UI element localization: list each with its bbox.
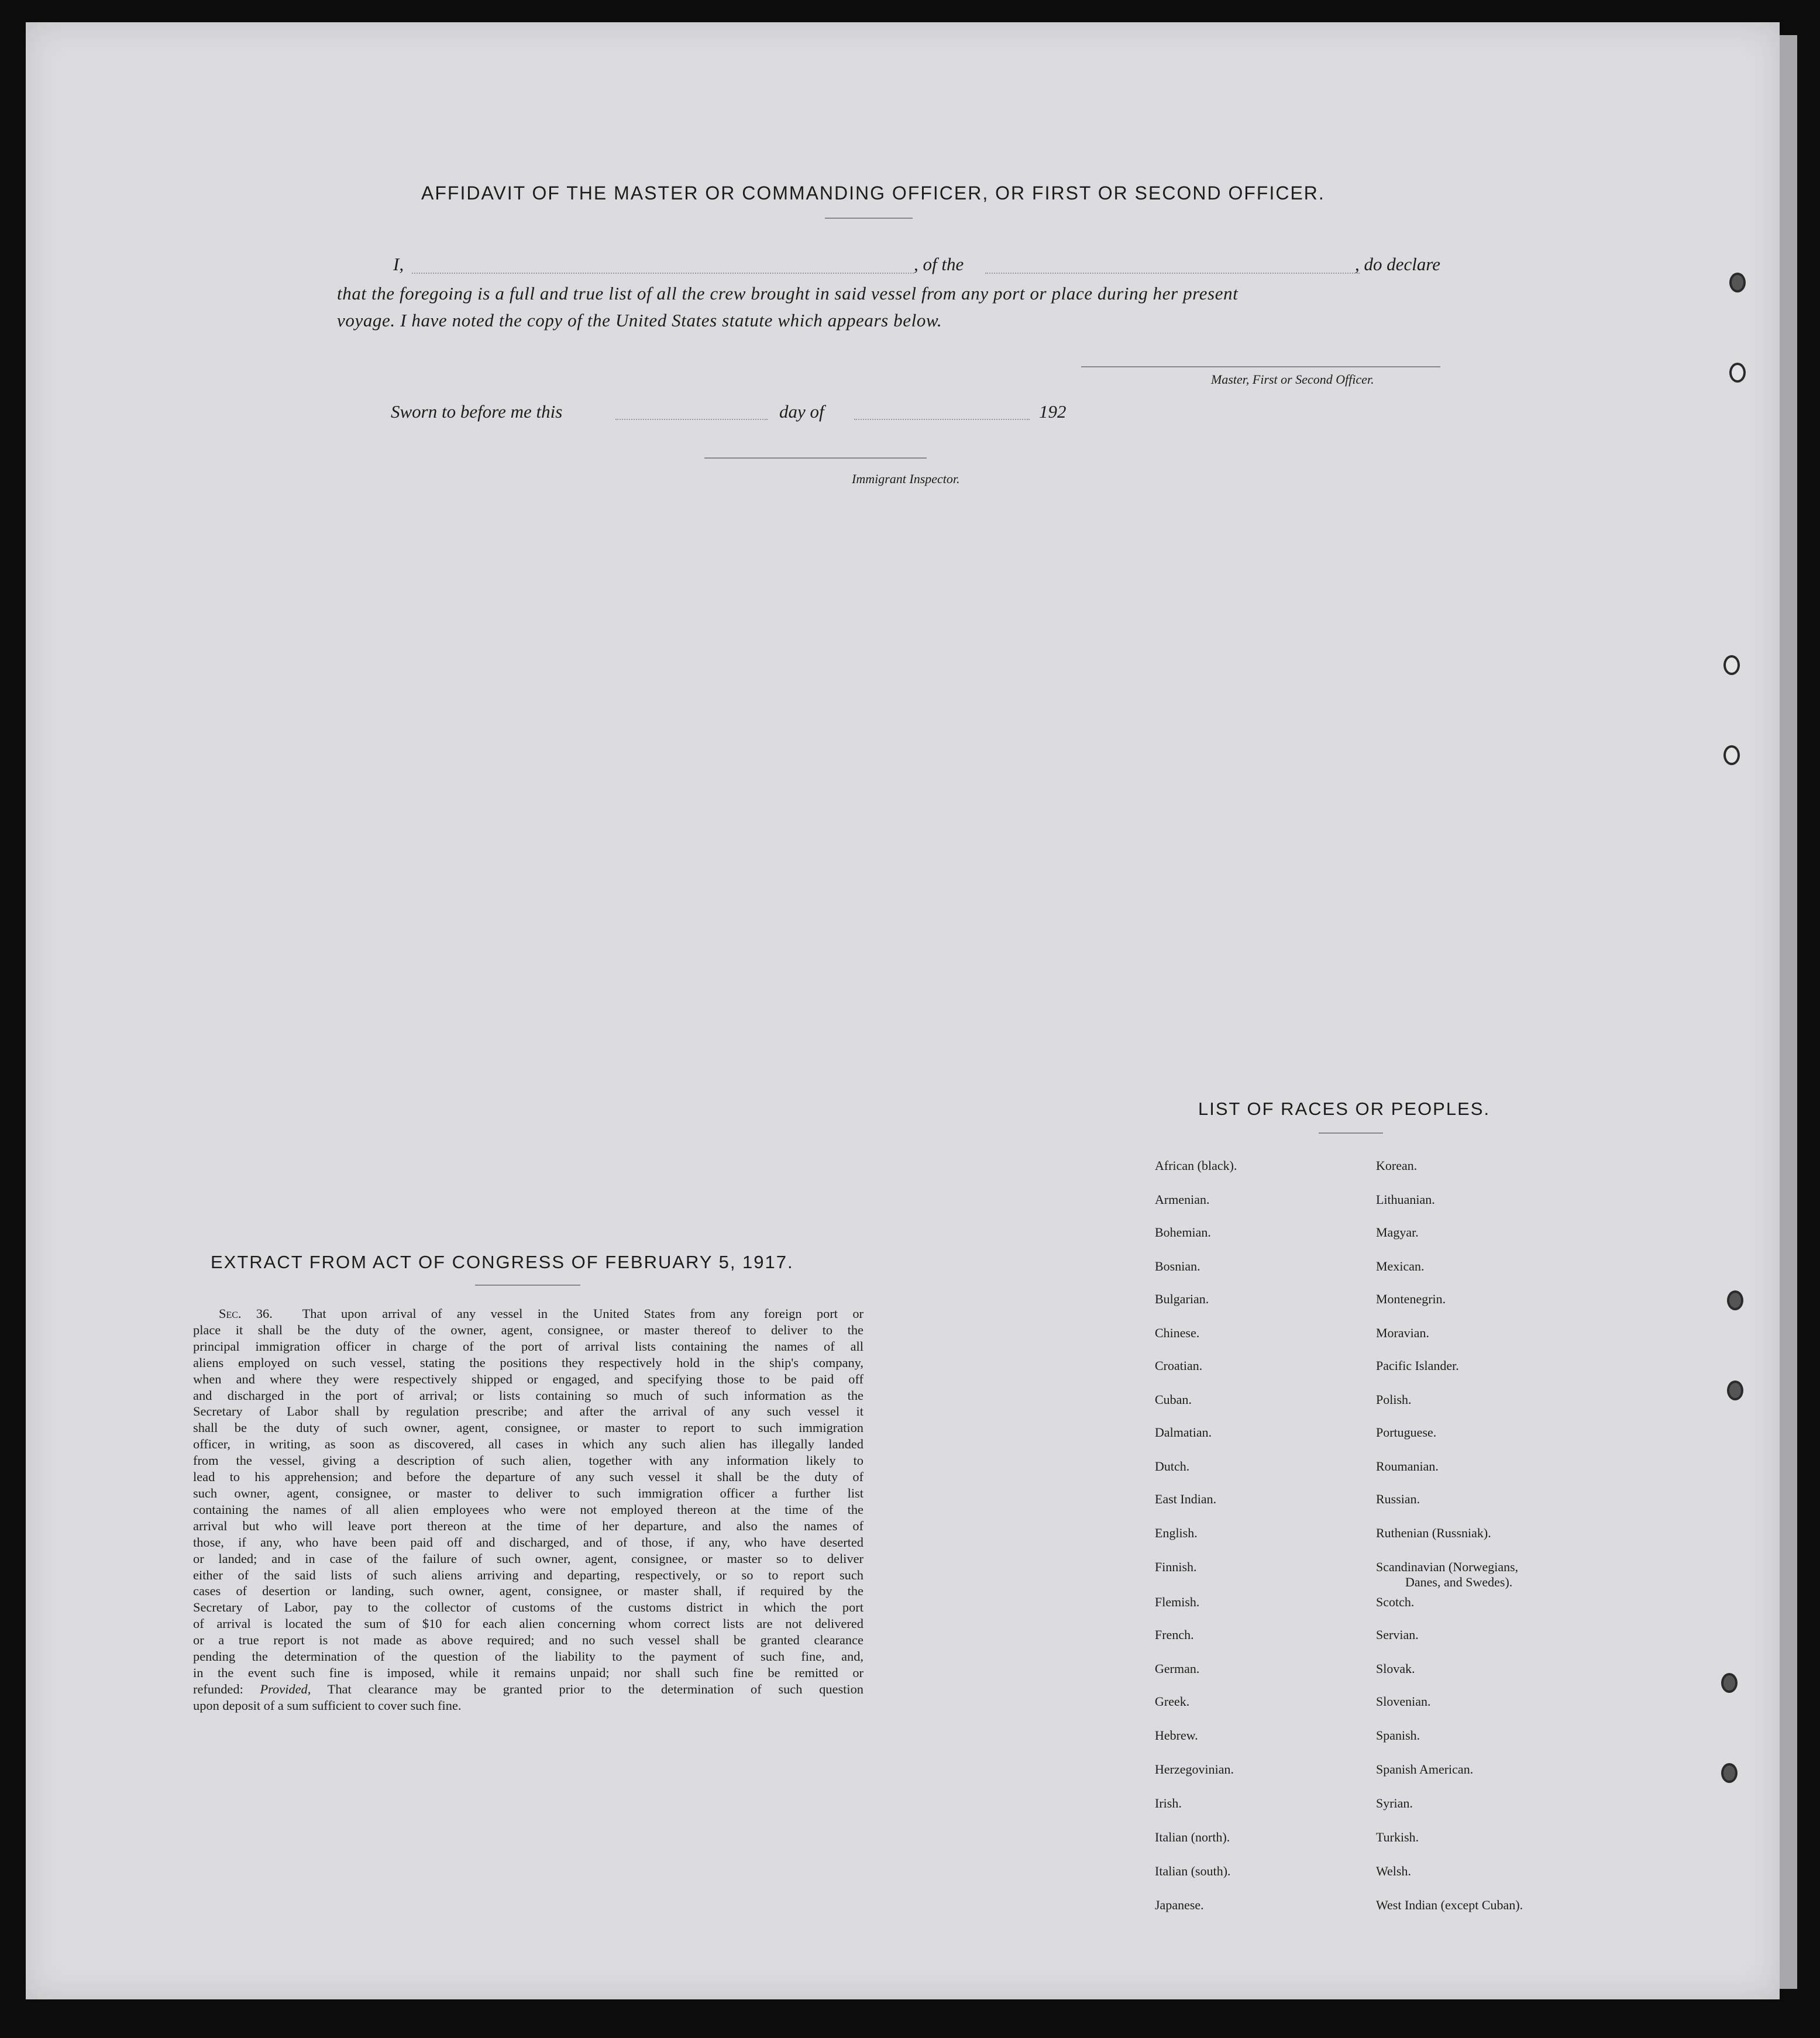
race-label: Ruthenian (Russniak). xyxy=(1376,1526,1491,1540)
binder-hole xyxy=(1721,1673,1738,1693)
extract-line: or landed; and in case of the failure of such owner, agent, consignee, or master so to deliver xyxy=(193,1551,863,1566)
race-item: Italian (south). xyxy=(1155,1864,1231,1878)
extract-line: when and where they were respectively shipped or engaged, and specifying those to be paid off xyxy=(193,1371,863,1386)
sworn-label: Sworn to before me this xyxy=(391,401,563,422)
race-item xyxy=(1376,1259,1424,1274)
race-label: Montenegrin. xyxy=(1376,1292,1446,1306)
extract-line: place it shall be the duty of the owner, agent, consignee, or master thereof to deliver to the xyxy=(193,1322,863,1337)
affidavit-statement-line: that the foregoing is a full and true list of all the crew brought in said vessel from any port or place during her present xyxy=(337,283,1238,304)
races-title: LIST OF RACES OR PEOPLES. xyxy=(1198,1099,1491,1119)
binder-hole xyxy=(1723,655,1740,675)
extract-line: containing the names of all alien employees who were not employed thereon at the time of the xyxy=(193,1502,863,1517)
race-label: Magyar. xyxy=(1376,1225,1419,1240)
binder-hole xyxy=(1727,1381,1743,1400)
extract-line: lead to his apprehension; and before the departure of any such vessel it shall be the duty of xyxy=(193,1469,863,1485)
race-label: Scandinavian (Norwegians, xyxy=(1376,1560,1519,1574)
race-item: Chinese. xyxy=(1155,1326,1200,1340)
race-item xyxy=(1376,1192,1435,1207)
binder-hole xyxy=(1727,1290,1743,1310)
inspector-signature-line[interactable] xyxy=(704,457,927,459)
sworn-day-blank[interactable] xyxy=(615,419,768,420)
race-label: Scotch. xyxy=(1376,1595,1415,1609)
race-label: West Indian (except Cuban). xyxy=(1376,1898,1523,1912)
race-item xyxy=(1376,1225,1419,1240)
race-label: Syrian. xyxy=(1376,1796,1413,1810)
race-label: Turkish. xyxy=(1376,1830,1419,1844)
provided-word: Provided, xyxy=(260,1681,311,1696)
extract-line: from the vessel, giving a description of such alien, together with any information likely to xyxy=(193,1453,863,1468)
race-label: Russian. xyxy=(1376,1492,1420,1506)
extract-line: such owner, agent, consignee, or master to deliver to such immigration officer a further list xyxy=(193,1485,863,1500)
race-item: Italian (north). xyxy=(1155,1830,1230,1844)
races-title-rule xyxy=(1319,1132,1383,1134)
race-item xyxy=(1376,1326,1429,1341)
race-item xyxy=(1376,1425,1436,1440)
race-item: Bulgarian. xyxy=(1155,1292,1209,1306)
race-item: Greek. xyxy=(1155,1694,1190,1709)
race-item: Cuban. xyxy=(1155,1392,1192,1407)
race-label: Portuguese. xyxy=(1376,1425,1437,1440)
race-item: Bohemian. xyxy=(1155,1225,1211,1240)
extract-section-36 xyxy=(193,1306,863,1714)
binder-hole xyxy=(1729,273,1746,292)
extract-line: aliens employed on such vessel, stating the positions they respectively hold in the ship's company, xyxy=(193,1355,863,1370)
extract-line: cases of desertion or landing, such owner, agent, consignee, or master shall, if required by the xyxy=(193,1583,863,1599)
race-item xyxy=(1376,1864,1411,1879)
race-item xyxy=(1376,1595,1414,1610)
race-item xyxy=(1376,1459,1439,1474)
race-label: Roumanian. xyxy=(1376,1459,1439,1474)
race-item xyxy=(1376,1694,1431,1709)
race-item: Dutch. xyxy=(1155,1459,1190,1474)
affidavit-statement-line: voyage. I have noted the copy of the United States statute which appears below. xyxy=(337,310,942,331)
race-item: English. xyxy=(1155,1526,1198,1540)
race-label: Pacific Islander. xyxy=(1376,1358,1459,1373)
extract-line: or a true report is not made as above required; and no such vessel shall be granted clearance xyxy=(193,1633,863,1648)
section-label: Sec. 36. xyxy=(219,1306,273,1321)
race-item xyxy=(1376,1526,1491,1541)
page-edge xyxy=(1780,35,1797,1989)
master-signature-line[interactable] xyxy=(1081,366,1440,367)
race-label: Moravian. xyxy=(1376,1326,1430,1340)
race-label: Servian. xyxy=(1376,1627,1419,1642)
extract-line: refunded: xyxy=(193,1681,260,1696)
race-item: Bosnian. xyxy=(1155,1259,1200,1273)
race-item: Japanese. xyxy=(1155,1898,1204,1912)
affidavit-of-the-label: , of the xyxy=(914,254,964,274)
race-item xyxy=(1376,1560,1518,1590)
vessel-blank[interactable] xyxy=(985,273,1360,274)
race-item xyxy=(1376,1728,1420,1743)
extract-line: arrival but who will leave port thereon at the time of her departure, and also the names of xyxy=(193,1518,863,1533)
extract-line: principal immigration officer in charge of the port of arrival lists containing the names of all xyxy=(193,1338,863,1354)
race-item xyxy=(1376,1292,1446,1307)
extract-line: Secretary of Labor shall by regulation prescribe; and after the arrival of any such vessel it xyxy=(193,1404,863,1419)
race-item xyxy=(1376,1898,1523,1913)
inspector-caption: Immigrant Inspector. xyxy=(852,471,960,486)
race-label: Lithuanian. xyxy=(1376,1192,1435,1207)
race-item: African (black). xyxy=(1155,1158,1237,1173)
extract-line: and discharged in the port of arrival; or lists containing so much of such information as the xyxy=(193,1388,863,1403)
extract-line: those, if any, who have been paid off and discharged, and of those, if any, who have deserted xyxy=(193,1534,863,1550)
extract-line: either of the said lists of such aliens arriving and departing, respectively, or so to report such xyxy=(193,1567,863,1582)
extract-line: in the event such fine is imposed, while it remains unpaid; nor shall such fine be remitted or xyxy=(193,1665,863,1680)
race-item xyxy=(1376,1762,1473,1777)
race-label-continuation: Danes, and Swedes). xyxy=(1405,1575,1513,1589)
race-label: Welsh. xyxy=(1376,1864,1411,1878)
race-label: Korean. xyxy=(1376,1158,1418,1173)
extract-line: officer, in writing, as soon as discovered, all cases in which any such alien has illegally landed xyxy=(193,1437,863,1452)
race-label: Slovenian. xyxy=(1376,1694,1431,1709)
race-item xyxy=(1376,1492,1420,1507)
race-item xyxy=(1376,1392,1412,1407)
extract-line: That clearance may be granted prior to the determination of such question xyxy=(311,1681,863,1696)
binder-hole xyxy=(1723,745,1740,765)
name-blank[interactable] xyxy=(412,273,914,274)
binder-hole xyxy=(1729,363,1746,383)
extract-line: That upon arrival of any vessel in the United States from any foreign port or xyxy=(302,1306,864,1321)
race-item xyxy=(1376,1796,1413,1811)
extract-line: shall be the duty of such owner, agent, consignee, or master to report to such immigration xyxy=(193,1420,863,1435)
race-item xyxy=(1376,1661,1415,1676)
race-label: Mexican. xyxy=(1376,1259,1425,1273)
race-item: Armenian. xyxy=(1155,1192,1210,1207)
affidavit-i-label: I, xyxy=(393,254,404,274)
extract-line: of arrival is located the sum of $10 for each alien concerning whom correct lists are not delivered xyxy=(193,1616,863,1631)
race-label: Slovak. xyxy=(1376,1661,1415,1676)
affidavit-title-rule xyxy=(825,218,913,219)
extract-line: Secretary of Labor, pay to the collector of customs of the customs district in which the port xyxy=(193,1600,863,1615)
extract-line: upon deposit of a sum sufficient to cover such fine. xyxy=(193,1698,462,1713)
affidavit-do-declare-label: , do declare xyxy=(1355,254,1441,274)
affidavit-title: AFFIDAVIT OF THE MASTER OR COMMANDING OFFICER, OR FIRST OR SECOND OFFICER. xyxy=(421,183,1325,204)
race-item: Dalmatian. xyxy=(1155,1425,1212,1440)
sworn-month-blank[interactable] xyxy=(854,419,1030,420)
master-signature-caption: Master, First or Second Officer. xyxy=(1211,372,1374,387)
race-item: French. xyxy=(1155,1627,1194,1642)
race-item: German. xyxy=(1155,1661,1200,1676)
race-label: Spanish American. xyxy=(1376,1762,1474,1777)
sworn-year-label: 192 xyxy=(1039,401,1066,422)
race-item: Flemish. xyxy=(1155,1595,1200,1609)
race-item xyxy=(1376,1358,1459,1373)
race-item xyxy=(1376,1627,1419,1643)
race-item: Finnish. xyxy=(1155,1560,1197,1574)
race-item: Croatian. xyxy=(1155,1358,1203,1373)
race-item: Herzegovinian. xyxy=(1155,1762,1234,1777)
extract-title-rule xyxy=(475,1285,580,1286)
race-item: Hebrew. xyxy=(1155,1728,1198,1743)
race-label: Spanish. xyxy=(1376,1728,1420,1743)
binder-hole xyxy=(1721,1763,1738,1783)
race-item: East Indian. xyxy=(1155,1492,1217,1506)
race-item xyxy=(1376,1158,1417,1173)
extract-line: pending the determination of the question of the liability to the payment of such fine, and, xyxy=(193,1649,863,1664)
extract-title: EXTRACT FROM ACT OF CONGRESS OF FEBRUARY 5, 1917. xyxy=(211,1252,794,1272)
race-label: Polish. xyxy=(1376,1392,1412,1407)
race-item xyxy=(1376,1830,1419,1845)
sworn-day-of-label: day of xyxy=(779,401,824,422)
race-item: Irish. xyxy=(1155,1796,1182,1810)
